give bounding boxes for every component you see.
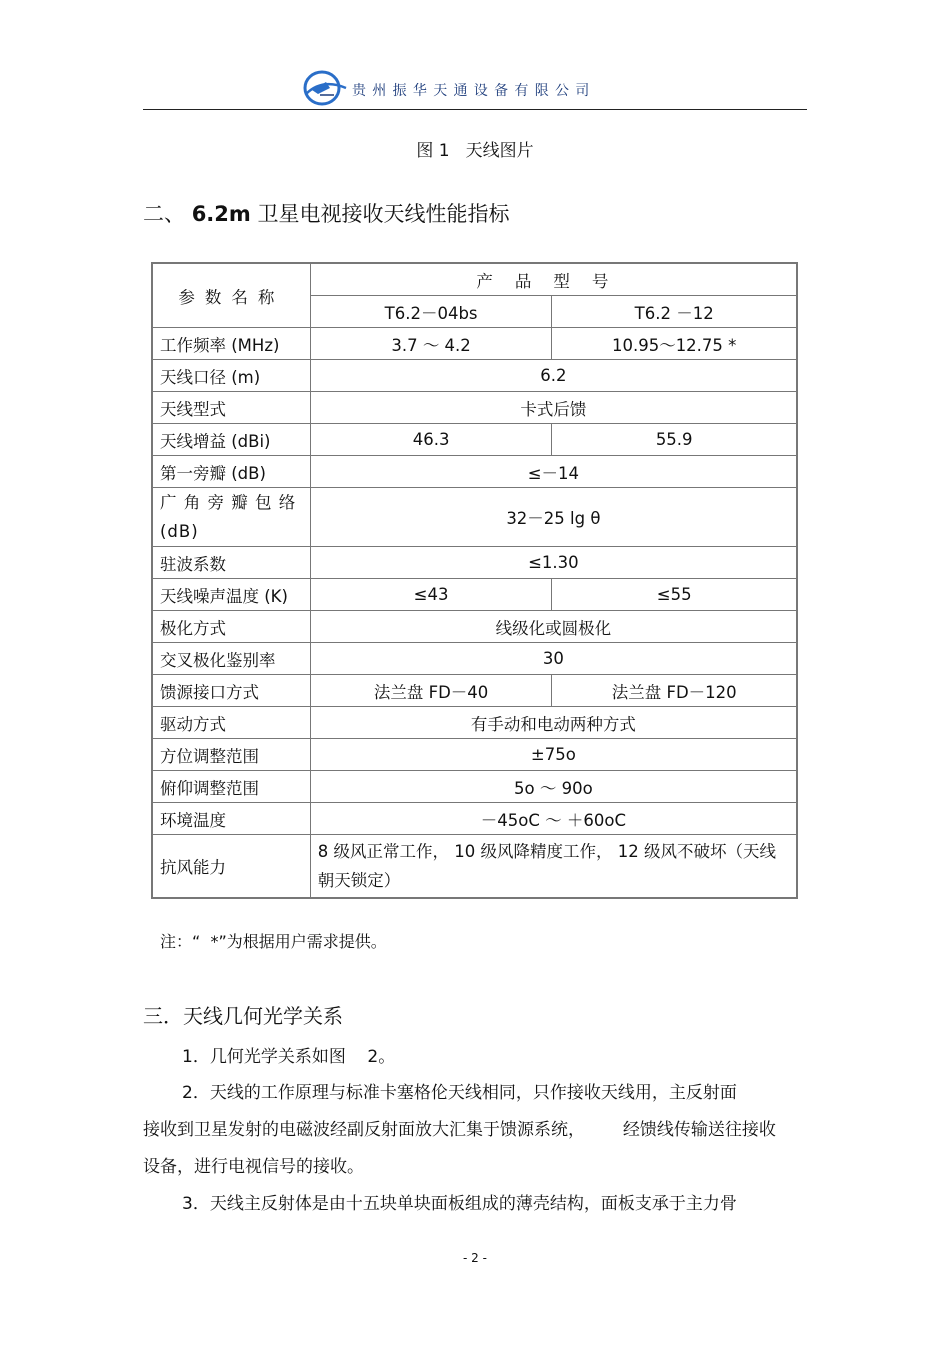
row-value-1: 46.3 (310, 424, 552, 456)
row-name: 广 角 旁 瓣 包 络 (dB) (153, 488, 311, 547)
paragraph-2-line-2: 接收到卫星发射的电磁波经副反射面放大汇集于馈源系统， 经馈线传输送往接收 (143, 1120, 776, 1140)
row-name: 俯仰调整范围 (153, 771, 311, 803)
row-value: －45oC ～ ＋60oC (310, 803, 796, 835)
table-row (153, 707, 797, 739)
table-row (153, 424, 797, 456)
model-2: T6.2 －12 (552, 296, 797, 328)
row-value: 5o ～ 90o (310, 771, 796, 803)
product-header: 产品型号 (310, 264, 796, 296)
row-value-2: 10.95～12.75 * (552, 328, 797, 360)
table-row (153, 771, 797, 803)
table-row (153, 611, 797, 643)
page-number: - 2 - (463, 1251, 487, 1265)
row-name: 驻波系数 (153, 547, 311, 579)
figure-caption (0, 136, 950, 161)
company-name: 贵州振华天通设备有限公司 (352, 83, 596, 99)
table-row (153, 803, 797, 835)
row-value: 8 级风正常工作， 10 级风降精度工作， 12 级风不破坏（天线朝天锁定） (310, 835, 796, 898)
model-1: T6.2－04bs (310, 296, 552, 328)
row-name: 天线口径 (m) (153, 360, 311, 392)
company-logo-icon (300, 68, 348, 108)
row-value-1: 法兰盘 FD－40 (310, 675, 552, 707)
row-name: 天线噪声温度 (K) (153, 579, 311, 611)
page-header (300, 68, 660, 108)
row-value: 线级化或圆极化 (310, 611, 796, 643)
table-row (153, 835, 797, 898)
paragraph-1: 1．几何光学关系如图 2。 (182, 1047, 396, 1067)
table-row (153, 579, 797, 611)
table-row (153, 643, 797, 675)
row-value: ≤－14 (310, 456, 796, 488)
table-row (153, 675, 797, 707)
figure-title: 天线图片 (465, 141, 534, 161)
row-name: 交叉极化鉴别率 (153, 643, 311, 675)
row-value-2: ≤55 (552, 579, 797, 611)
table-note: 注：“ *”为根据用户需求提供。 (160, 932, 387, 951)
row-value: 6.2 (310, 360, 796, 392)
row-name: 环境温度 (153, 803, 311, 835)
table-row (153, 328, 797, 360)
row-value: 30 (310, 643, 796, 675)
table-row (153, 360, 797, 392)
row-value: ±75o (310, 739, 796, 771)
row-value-2: 55.9 (552, 424, 797, 456)
table-row (153, 392, 797, 424)
row-value: 卡式后馈 (310, 392, 796, 424)
table-row (153, 739, 797, 771)
row-value: 32－25 lg θ (310, 488, 796, 547)
section-3-heading: 三．天线几何光学关系 (143, 1004, 343, 1028)
spec-table (152, 263, 797, 898)
row-value-2: 法兰盘 FD－120 (552, 675, 797, 707)
row-name: 馈源接口方式 (153, 675, 311, 707)
row-name: 驱动方式 (153, 707, 311, 739)
section-2-bold: 6.2m (191, 202, 251, 226)
row-value-1: ≤43 (310, 579, 552, 611)
row-name: 天线增益 (dBi) (153, 424, 311, 456)
table-row (153, 547, 797, 579)
header-rule (143, 109, 807, 110)
row-name: 方位调整范围 (153, 739, 311, 771)
figure-number: 图 1 (416, 141, 450, 161)
table-row (153, 488, 797, 547)
row-name: 工作频率 (MHz) (153, 328, 311, 360)
row-name: 天线型式 (153, 392, 311, 424)
section-2-title: 卫星电视接收天线性能指标 (257, 202, 510, 226)
paragraph-2-line-1: 2．天线的工作原理与标准卡塞格伦天线相同，只作接收天线用，主反射面 (182, 1083, 737, 1103)
row-name: 极化方式 (153, 611, 311, 643)
table-row (153, 456, 797, 488)
row-name: 第一旁瓣 (dB) (153, 456, 311, 488)
paragraph-2-line-3: 设备，进行电视信号的接收。 (143, 1157, 364, 1177)
param-header: 参数名称 (153, 264, 311, 328)
section-2-prefix: 二、 (143, 202, 185, 226)
row-name: 抗风能力 (153, 835, 311, 898)
row-value: 有手动和电动两种方式 (310, 707, 796, 739)
section-2-heading (143, 198, 509, 228)
row-value: ≤1.30 (310, 547, 796, 579)
row-value-1: 3.7 ～ 4.2 (310, 328, 552, 360)
paragraph-3-line-1: 3．天线主反射体是由十五块单块面板组成的薄壳结构，面板支承于主力骨 (182, 1194, 737, 1214)
